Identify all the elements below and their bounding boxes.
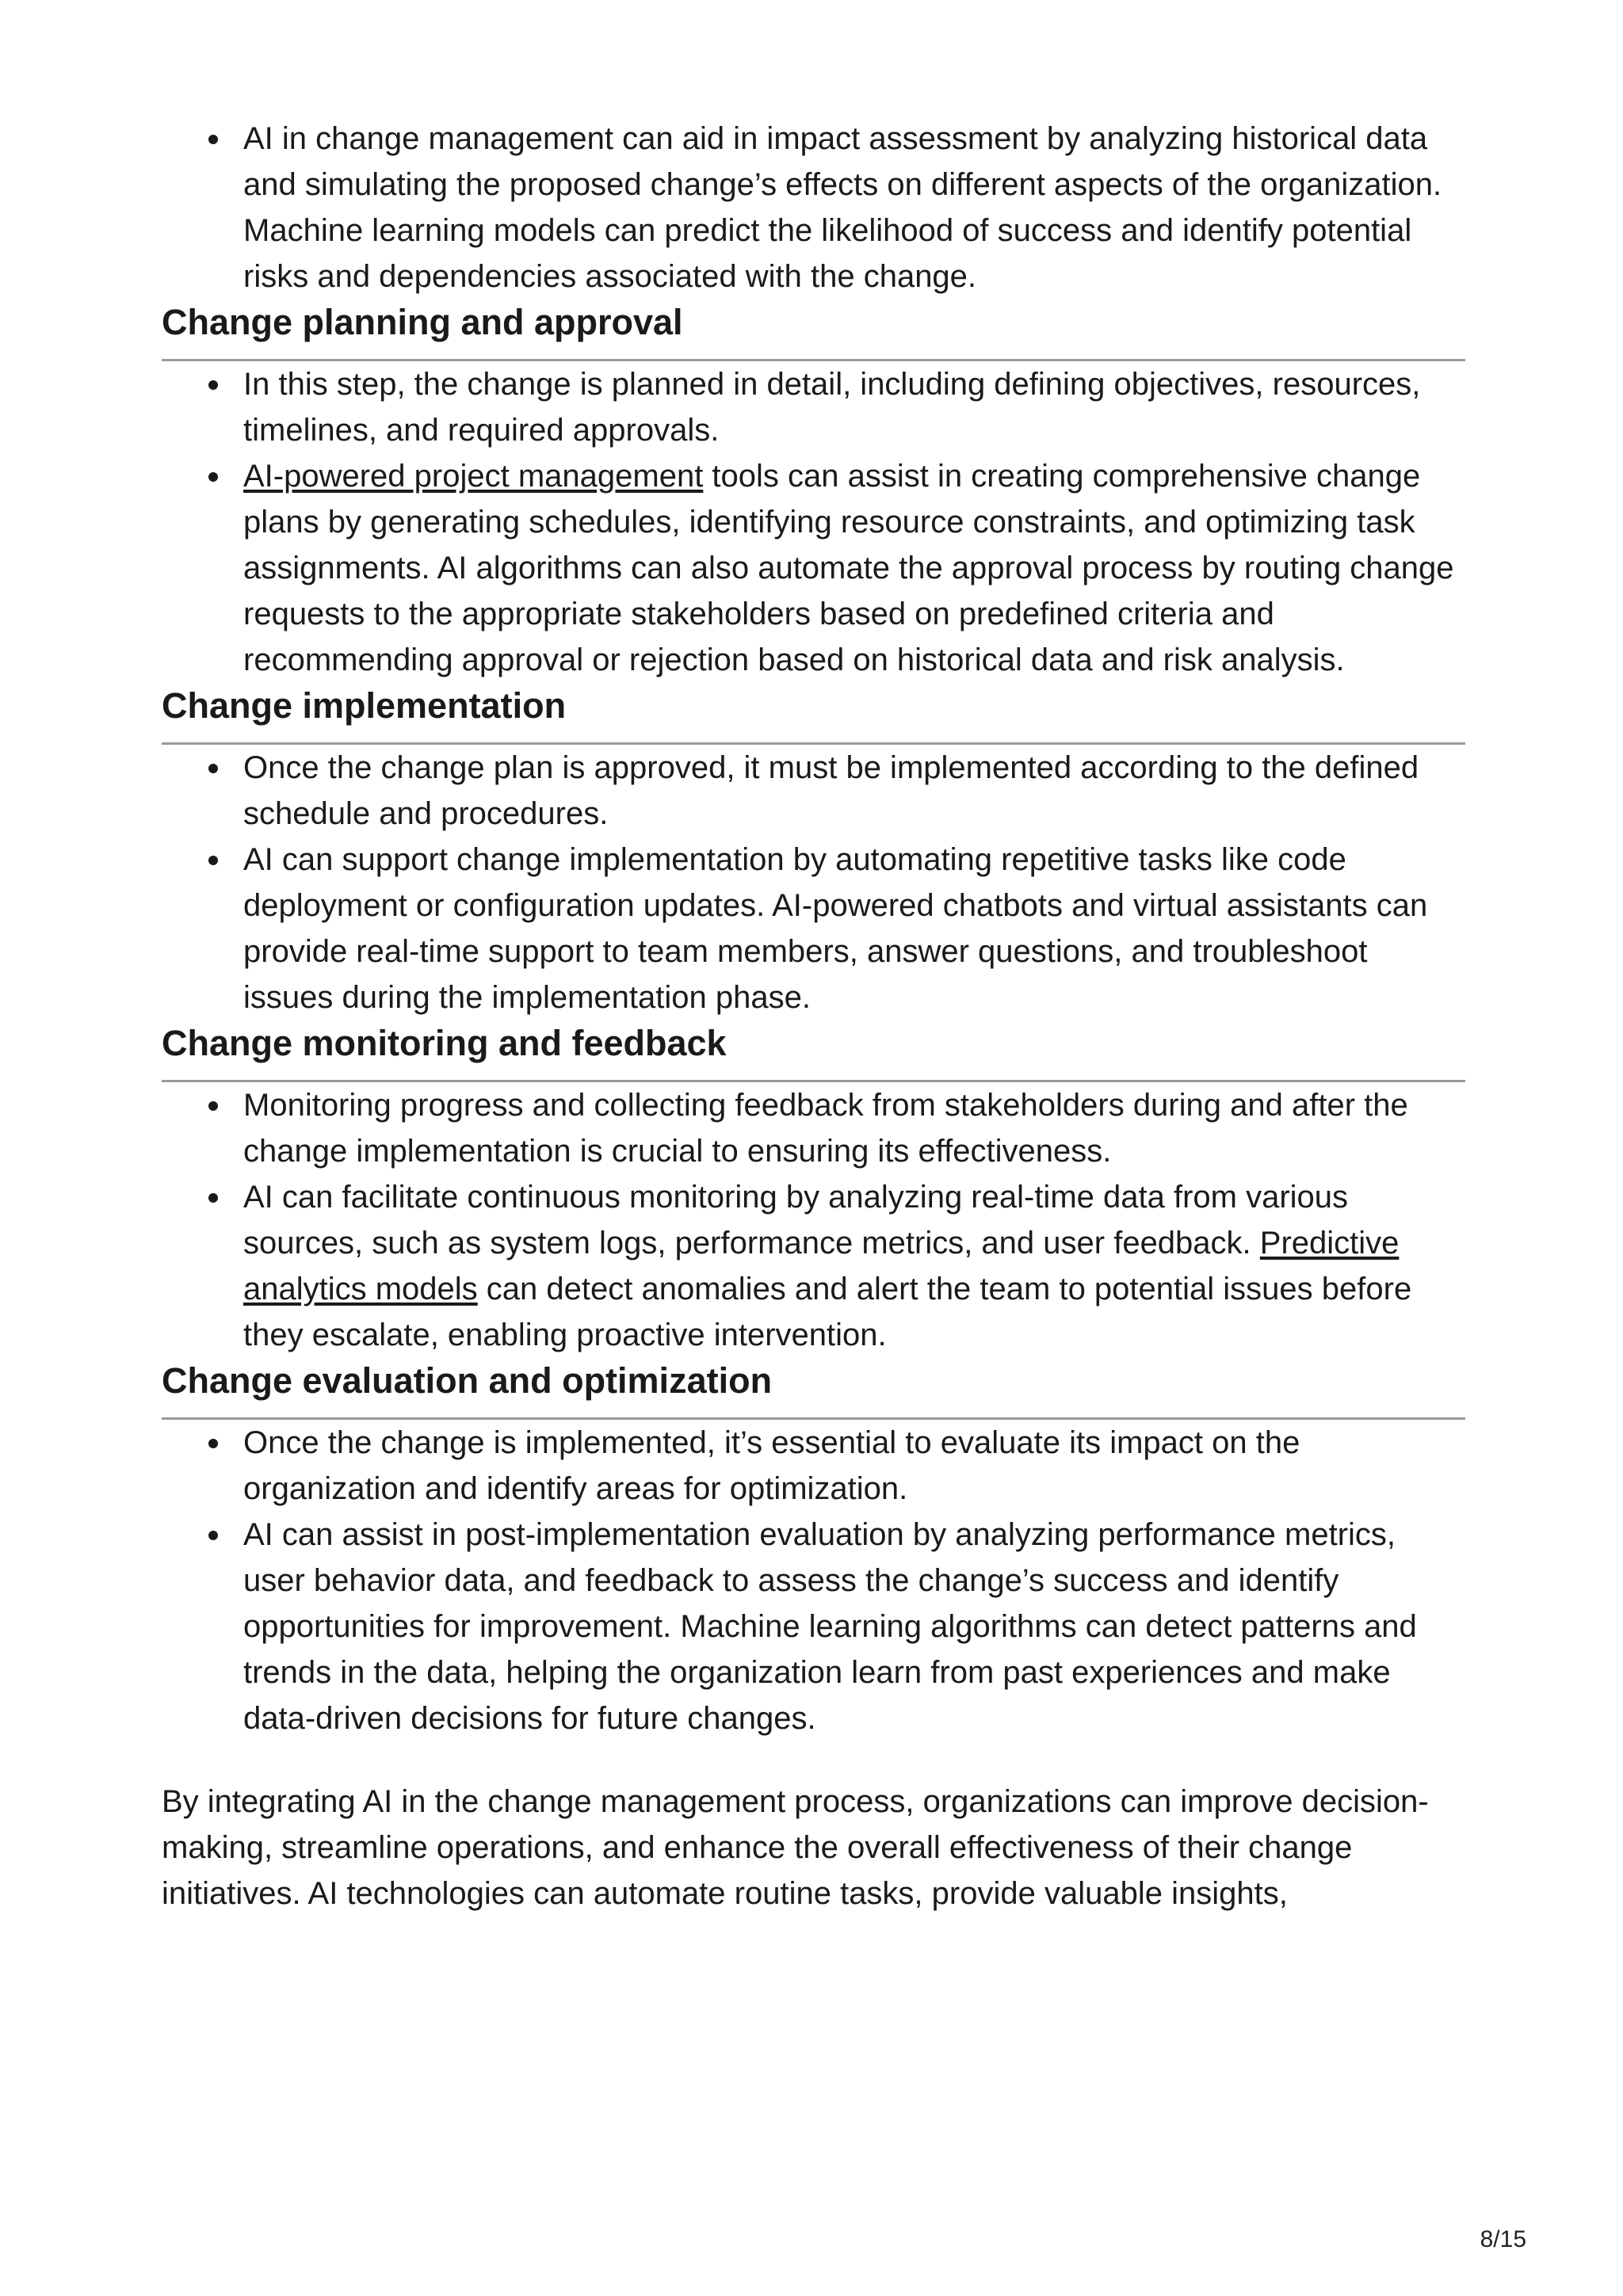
list-item: In this step, the change is planned in detail, including defining objectives, resources, timelines, and required approvals. <box>243 361 1465 453</box>
monitoring-bullet-list <box>162 1082 1465 1358</box>
closing-paragraph: By integrating AI in the change management process, organizations can improve decision-making, streamline operations, and enhance the overall effectiveness of their change initiatives. AI technologies can automate routine tasks, provide valuable insights, <box>162 1784 1429 1911</box>
page-number: 8/15 <box>1480 2226 1526 2252</box>
document-page <box>162 116 1465 1917</box>
list-item: Once the change is implemented, it’s essential to evaluate its impact on the organization and identify areas for optimization. <box>243 1420 1465 1512</box>
list-item-text: tools can assist in creating comprehensive change plans by generating schedules, identifying resource constraints, and optimizing task assignments. AI algorithms can also automate the approval process by routing change requests to the appropriate stakeholders based on predefined criteria and recommending approval or rejection based on historical data and risk analysis. <box>243 459 1454 677</box>
planning-bullet-list <box>162 361 1465 683</box>
list-item: AI can support change implementation by automating repetitive tasks like code deployment or configuration updates. AI-powered chatbots and virtual assistants can provide real-time support to team members, answer questions, and troubleshoot issues during the implementation phase. <box>243 837 1465 1020</box>
section-heading-evaluation: Change evaluation and optimization <box>162 1358 1465 1420</box>
list-item: AI in change management can aid in impact assessment by analyzing historical data and simulating the proposed change’s effects on different aspects of the organization. Machine learning models can predict the likelihood of success and identify potential risks and dependencies associated with the change. <box>243 116 1465 299</box>
list-item: Once the change plan is approved, it must be implemented according to the defined schedule and procedures. <box>243 745 1465 837</box>
evaluation-bullet-list <box>162 1420 1465 1741</box>
implementation-bullet-list <box>162 745 1465 1020</box>
list-item <box>243 1174 1465 1358</box>
list-item: AI can assist in post-implementation evaluation by analyzing performance metrics, user behavior data, and feedback to assess the change’s success and identify opportunities for improvement. Machine learning algorithms can detect patterns and trends in the data, helping the organization learn from past experiences and make data-driven decisions for future changes. <box>243 1512 1465 1741</box>
list-item-text: can detect anomalies and alert the team to potential issues before they escalate, enabling proactive intervention. <box>243 1272 1412 1352</box>
list-item-text: AI can facilitate continuous monitoring by analyzing real-time data from various sources, such as system logs, performance metrics, and user feedback. <box>243 1180 1349 1261</box>
intro-bullet-list <box>162 116 1465 299</box>
ai-project-management-link[interactable]: AI-powered project management <box>243 459 704 494</box>
section-heading-planning: Change planning and approval <box>162 299 1465 361</box>
section-heading-monitoring: Change monitoring and feedback <box>162 1020 1465 1082</box>
list-item: Monitoring progress and collecting feedback from stakeholders during and after the change implementation is crucial to ensuring its effectiveness. <box>243 1082 1465 1174</box>
section-heading-implementation: Change implementation <box>162 683 1465 745</box>
list-item <box>243 453 1465 683</box>
predictive-analytics-link[interactable]: Predictive analytics models <box>243 1226 1400 1306</box>
